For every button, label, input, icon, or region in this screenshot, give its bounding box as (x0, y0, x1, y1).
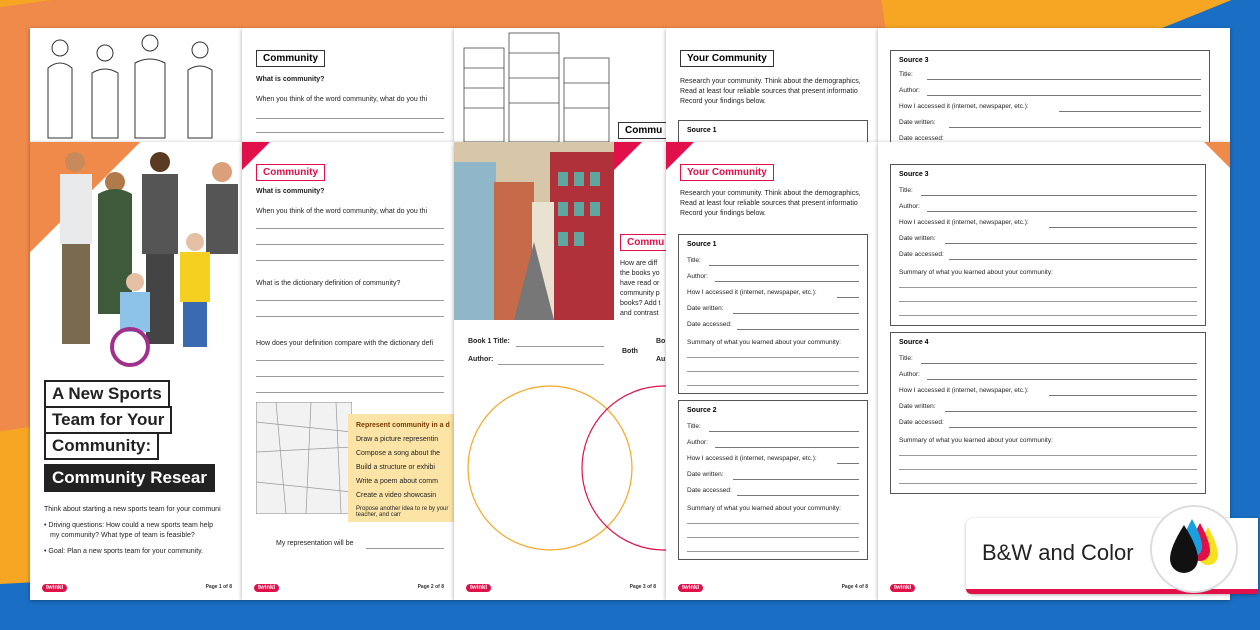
field: Title: (899, 187, 1197, 194)
source-heading: Source 3 (899, 171, 929, 178)
summary-label: Summary of what you learned about your community: (687, 339, 841, 346)
field: Title: (899, 71, 1201, 78)
question: What is community? (256, 76, 325, 83)
bullet-text: • Driving questions: How could a new sports team help (44, 522, 213, 529)
field: Date written: (687, 471, 859, 478)
author2-label: Au (656, 356, 666, 363)
people-illustration-icon (30, 142, 242, 372)
rep-item: Propose another idea to re by your teacher, and carr (356, 506, 449, 518)
field: Title: (899, 355, 1197, 362)
intro-text: Read at least four reliable sources that present informatio (680, 200, 858, 207)
page-header: Community (256, 164, 325, 181)
intro-text: Research your community. Think about the demographics, (680, 78, 861, 85)
intro-text: Read at least four reliable sources that present informatio (680, 88, 858, 95)
intro-text: Think about starting a new sports team for your communi (44, 506, 221, 513)
field: Date accessed: (899, 419, 1197, 426)
bw-page-2 (242, 28, 454, 142)
source-box (890, 164, 1206, 326)
text-line: community p (620, 290, 660, 297)
page-number: Page 3 of 8 (629, 584, 656, 590)
page-header: Commu (620, 234, 666, 251)
source-box (678, 400, 868, 560)
field: How I accessed it (internet, newspaper, etc.): (899, 103, 1201, 110)
field: Date accessed: (899, 135, 944, 142)
twinkl-logo: twinkl (890, 584, 915, 592)
ink-circle (1150, 505, 1238, 593)
field: How I accessed it (internet, newspaper, etc.): (899, 387, 1197, 394)
field: Date written: (899, 235, 1197, 242)
intro-text: Record your findings below. (680, 210, 766, 217)
color-page-1 (30, 142, 242, 600)
badge-label: B&W and Color (982, 540, 1134, 565)
question: How does your definition compare with the dictionary defi (256, 340, 434, 347)
text-line: and contrast (620, 310, 659, 317)
text-line: the books yo (620, 270, 660, 277)
page-header: Your Community (680, 50, 774, 67)
text-line: How are diff (620, 260, 658, 267)
intro-text: Research your community. Think about the demographics, (680, 190, 861, 197)
people-lineart-icon (30, 28, 242, 142)
field: Date accessed: (687, 487, 859, 494)
field: Author: (687, 273, 859, 280)
title-line: Community: (44, 432, 159, 460)
text-line: have read or (620, 280, 660, 287)
twinkl-logo: twinkl (42, 584, 67, 592)
field: How I accessed it (internet, newspaper, etc.): (899, 219, 1197, 226)
page-header: Community (256, 50, 325, 67)
field: Title: (687, 423, 859, 430)
summary-label: Summary of what you learned about your community: (899, 269, 1053, 276)
color-page-4 (666, 142, 878, 600)
city-illustration-icon (454, 142, 614, 320)
question: When you think of the word community, what do you thi (256, 96, 428, 103)
bw-page-5 (878, 28, 1230, 142)
bullet-text: my community? What type of team is feasible? (50, 532, 195, 539)
twinkl-logo: twinkl (254, 584, 279, 592)
source-heading: Source 3 (899, 57, 929, 64)
bullet-text: • Goal: Plan a new sports team for your community. (44, 548, 204, 555)
page-number: Page 2 of 8 (417, 584, 444, 590)
field: Author: (899, 87, 1201, 94)
field: Date accessed: (899, 251, 1197, 258)
rep-item: Compose a song about the (356, 450, 441, 457)
book-title-label: Book 1 Title: (468, 338, 510, 345)
field: How I accessed it (internet, newspaper, etc.): (687, 289, 859, 296)
field: Author: (899, 371, 1197, 378)
field: Author: (899, 203, 1197, 210)
source-heading: Source 1 (687, 127, 717, 134)
rep-item: Draw a picture representin (356, 436, 439, 443)
field: Date accessed: (687, 321, 859, 328)
bw-page-1 (30, 28, 242, 142)
field: Date written: (687, 305, 859, 312)
city-lineart-icon (454, 28, 614, 142)
twinkl-logo: twinkl (466, 584, 491, 592)
rep-item: Write a poem about comm (356, 478, 438, 485)
title-line: Team for Your (44, 406, 172, 434)
page-number: Page 1 of 8 (205, 584, 232, 590)
author-label: Author: (468, 356, 494, 363)
rep-item: Create a video showcasin (356, 492, 437, 499)
page-header: Commu (618, 122, 666, 139)
source-heading: Source 4 (899, 339, 929, 346)
title-line: A New Sports (44, 380, 170, 408)
bw-page-4 (666, 28, 878, 142)
rep-line: My representation will be (276, 540, 354, 547)
book2-label: Bo (656, 338, 666, 345)
ink-drops-icon (1154, 509, 1234, 589)
source-heading: Source 1 (687, 241, 717, 248)
intro-text: Record your findings below. (680, 98, 766, 105)
rep-item: Build a structure or exhibi (356, 464, 435, 471)
source-box (890, 332, 1206, 494)
both-label: Both (622, 348, 638, 355)
summary-label: Summary of what you learned about your community: (899, 437, 1053, 444)
field: Title: (687, 257, 859, 264)
question: When you think of the word community, what do you thi (256, 208, 428, 215)
field: Author: (687, 439, 859, 446)
question: What is the dictionary definition of community? (256, 280, 401, 287)
venn-diagram-icon (454, 368, 666, 568)
field: Date written: (899, 403, 1197, 410)
bw-page-3 (454, 28, 666, 142)
source-box (678, 234, 868, 394)
page-number: Page 4 of 8 (841, 584, 868, 590)
color-page-2 (242, 142, 454, 600)
rep-title: Represent community in a d (356, 422, 450, 429)
summary-label: Summary of what you learned about your community: (687, 505, 841, 512)
title-highlight: Community Resear (44, 464, 215, 492)
field: Date written: (899, 119, 1201, 126)
text-line: books? Add t (620, 300, 661, 307)
twinkl-logo: twinkl (678, 584, 703, 592)
page-header: Your Community (680, 164, 774, 181)
map-icon (256, 402, 352, 514)
question: What is community? (256, 188, 325, 195)
source-heading: Source 2 (687, 407, 717, 414)
color-page-3 (454, 142, 666, 600)
field: How I accessed it (internet, newspaper, etc.): (687, 455, 859, 462)
